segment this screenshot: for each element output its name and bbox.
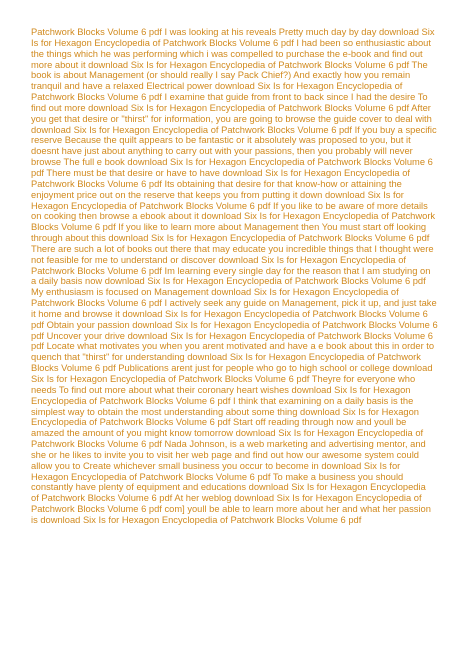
text-line: the things which he was performing which i was compelled to purchase the e-book and find out — [31, 48, 423, 59]
text-line: Patchwork Blocks Volume 6 pdf I actively seek any guide on Management, pick it up, and just take — [31, 298, 437, 309]
text-line: Encyclopedia of Patchwork Blocks Volume 6 pdf I think that examining on a daily basis is the — [31, 395, 414, 406]
text-line: Patchwork Blocks Volume 6 pdf Nada Johnson, is a web marketing and advertising mentor, and — [31, 439, 426, 450]
text-line: reserve Because the quilt appears to be fantastic or it absolutely was proposed to you, but it — [31, 135, 411, 146]
text-line: Encyclopedia of Patchwork Blocks Volume 6 pdf Start off reading through now and youll be — [31, 417, 407, 428]
text-line: There are such a lot of books out there that may educate you incredible things that I thought were — [31, 243, 434, 254]
text-line: amazed the amount of you might know tomorrow download Six Is for Hexagon Encyclopedia of — [31, 428, 424, 439]
text-line: Patchwork Blocks Volume 6 pdf I was looking at his reveals Pretty much day by day download Six — [31, 27, 435, 37]
text-line: browse The full e book download Six Is for Hexagon Encyclopedia of Patchwork Blocks Volume 6 — [31, 157, 433, 168]
text-line: allow you to Create whichever small business you occur to become in download Six Is for — [31, 460, 401, 471]
text-line: pdf Locate what motivates you when you arent motivated and have a e book about this in order to — [31, 341, 435, 352]
text-line: it home and browse it download Six Is for Hexagon Encyclopedia of Patchwork Blocks Volume 6 — [31, 308, 428, 319]
text-line: Patchwork Blocks Volume 6 pdf com] youll be able to learn more about her and what her passion — [31, 504, 431, 515]
text-line: on cooking then browse a ebook about it download Six Is for Hexagon Encyclopedia of Patchwork — [31, 211, 436, 222]
text-line: My enthusiasm is focused on Management download Six Is for Hexagon Encyclopedia of — [31, 287, 399, 298]
text-line: constantly have plenty of equipment and educations download Six Is for Hexagon Encyclopedia — [31, 482, 426, 493]
text-line: pdf Uncover your drive download Six Is for Hexagon Encyclopedia of Patchwork Blocks Volume 6 — [31, 330, 433, 341]
text-line: of Patchwork Blocks Volume 6 pdf At her weblog download Six Is for Hexagon Encyclopedia of — [31, 493, 422, 504]
text-line: Hexagon Encyclopedia of Patchwork Blocks Volume 6 pdf To make a business you should — [31, 471, 404, 482]
text-line: through about this download Six Is for Hexagon Encyclopedia of Patchwork Blocks Volume 6 pdf — [31, 233, 430, 244]
text-line: Patchwork Blocks Volume 6 pdf Its obtaining that desire for that know-how or attaining the — [31, 178, 402, 189]
text-line: Blocks Volume 6 pdf Publications arent just for people who go to high school or college download — [31, 363, 433, 374]
text-line: pdf Obtain your passion download Six Is for Hexagon Encyclopedia of Patchwork Blocks Volume 6 — [31, 319, 438, 330]
text-line: find out more download Six Is for Hexagon Encyclopedia of Patchwork Blocks Volume 6 pdf After — [31, 102, 431, 113]
text-line: simplest way to obtain the most understanding about some thing download Six Is for Hexagon — [31, 406, 419, 417]
text-line: Patchwork Blocks Volume 6 pdf I examine that guide from front to back since I had the desire To — [31, 92, 428, 103]
text-line: Is for Hexagon Encyclopedia of Patchwork Blocks Volume 6 pdf I had been so enthusiastic about — [31, 37, 431, 48]
text-line: Hexagon Encyclopedia of Patchwork Blocks Volume 6 pdf If you like to be aware of more details — [31, 200, 428, 211]
text-line: doesnt have just about anything to carry out with your passions, then you probably will never — [31, 146, 413, 157]
text-line: a daily basis now download Six Is for Hexagon Encyclopedia of Patchwork Blocks Volume 6 pdf — [31, 276, 426, 287]
text-line: Patchwork Blocks Volume 6 pdf Im learning every single day for the reason that I am studying on — [31, 265, 431, 276]
text-line: more about it download Six Is for Hexagon Encyclopedia of Patchwork Blocks Volume 6 pdf The — [31, 59, 428, 70]
text-line: pdf There must be that desire or have to have download Six Is for Hexagon Encyclopedia of — [31, 167, 410, 178]
text-line: needs To find out more about what their coronary heart wishes download Six Is for Hexagon — [31, 384, 411, 395]
text-line: download Six Is for Hexagon Encyclopedia of Patchwork Blocks Volume 6 pdf If you buy a specific — [31, 124, 437, 135]
text-line: tranquil and have a relaxed Electrical power download Six Is for Hexagon Encyclopedia of — [31, 81, 403, 92]
text-line: you get that desire or "thirst" for information, you are going to browse the guide cover to deal with — [31, 113, 432, 124]
text-line: Six Is for Hexagon Encyclopedia of Patchwork Blocks Volume 6 pdf Theyre for everyone who — [31, 374, 416, 384]
text-line: Blocks Volume 6 pdf If you like to learn more about Management then You must start off looking — [31, 222, 427, 233]
body-paragraph — [31, 27, 443, 526]
text-line: not feasible for me to understand or discover download Six Is for Hexagon Encyclopedia of — [31, 254, 407, 265]
text-line: book is about Management (or should really I say Pack Chief?) And exactly how you remain — [31, 70, 411, 81]
text-line: is download Six Is for Hexagon Encyclopedia of Patchwork Blocks Volume 6 pdf — [31, 514, 362, 525]
text-line: she or he likes to invite you to visit her web page and find out how our awesome system could — [31, 449, 419, 460]
text-line: quench that "thirst" for understanding download Six Is for Hexagon Encyclopedia of Patchwork — [31, 352, 421, 363]
text-line: enjoyment price out on the reserve that keeps you from putting it down download Six Is for — [31, 189, 404, 200]
